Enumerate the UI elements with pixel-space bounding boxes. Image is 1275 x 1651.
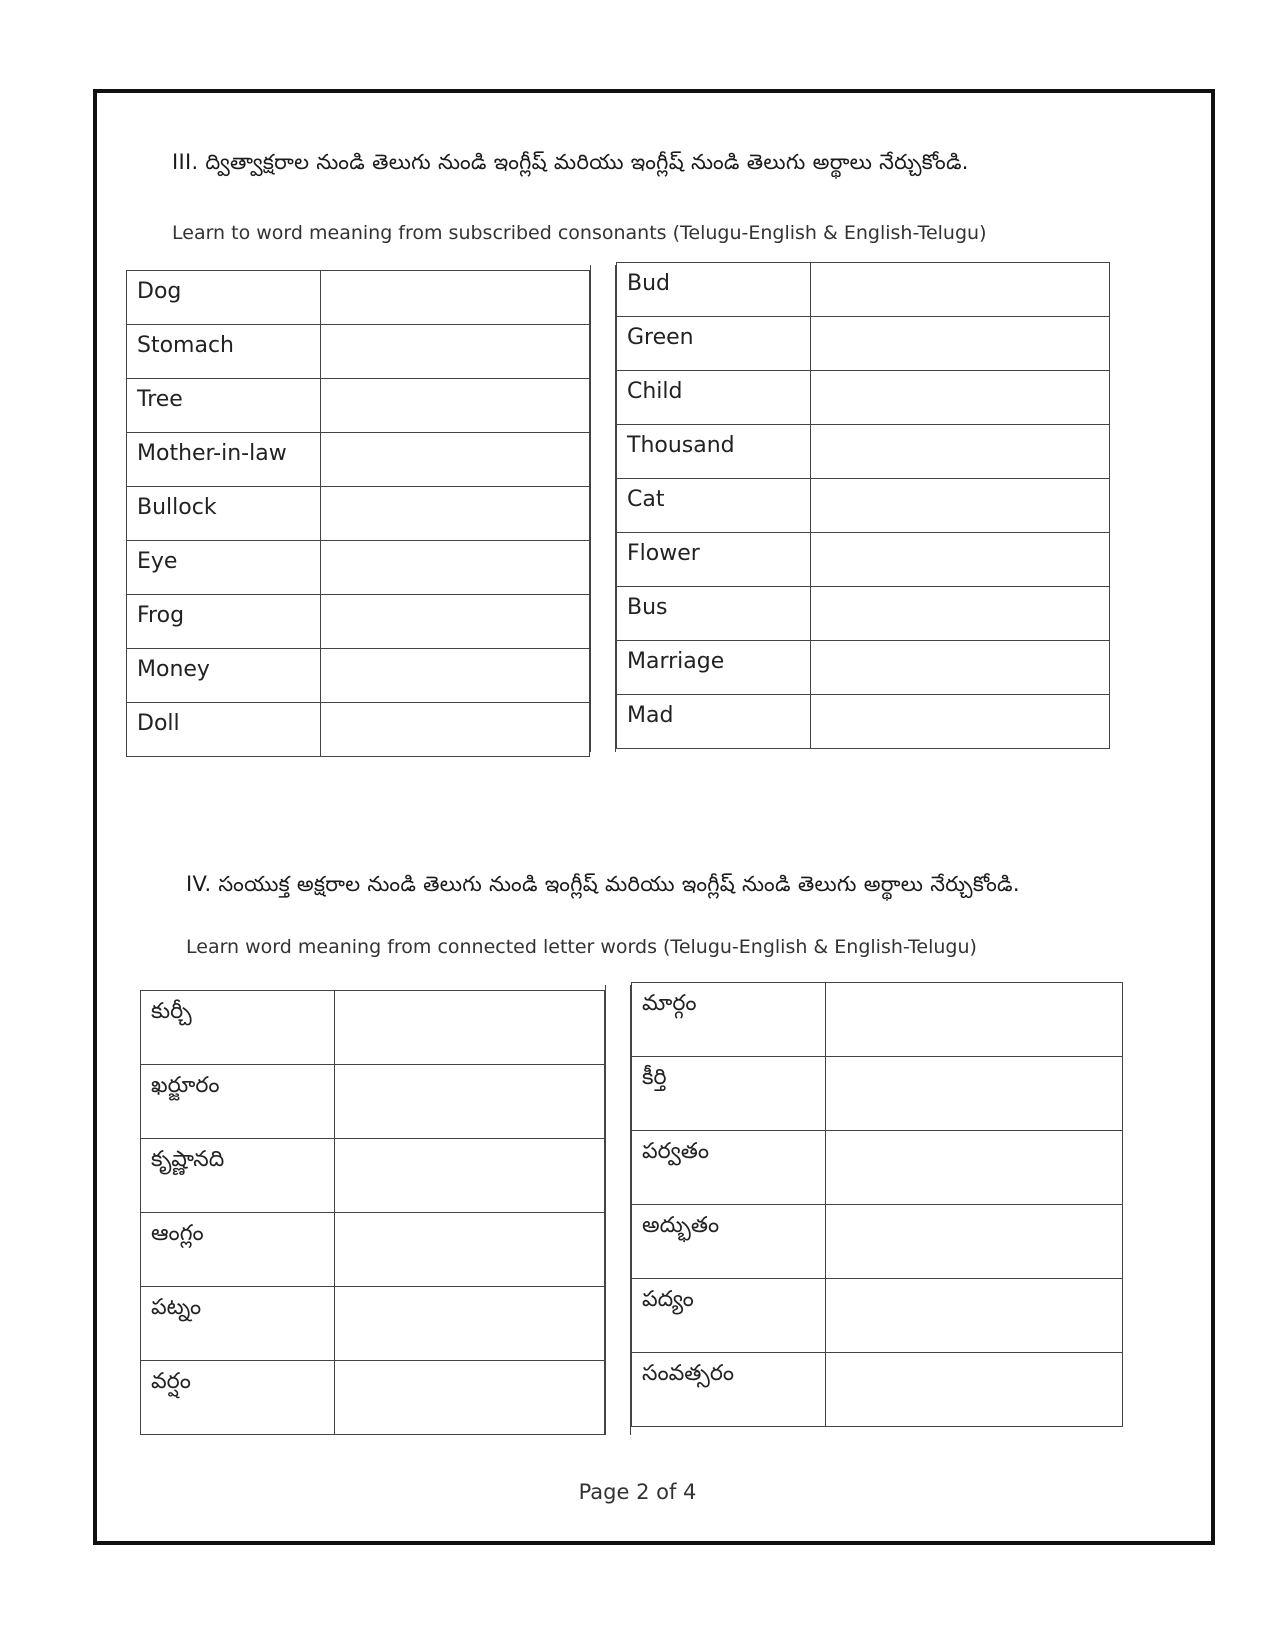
section-4-right-answer-cell[interactable] xyxy=(826,1353,1123,1427)
section-4-left-word: వర్షం xyxy=(141,1361,335,1435)
table-row xyxy=(632,983,1123,1057)
section-3-right-table xyxy=(616,262,1110,749)
section-4-left-answer-cell[interactable] xyxy=(335,1361,605,1435)
table-row xyxy=(141,991,605,1065)
table-row xyxy=(632,1205,1123,1279)
section-3-right-word: Bus xyxy=(617,587,811,641)
table-row xyxy=(127,487,590,541)
section-4-right-answer-cell[interactable] xyxy=(826,1131,1123,1205)
table-row xyxy=(127,541,590,595)
table-row xyxy=(141,1139,605,1213)
table-row xyxy=(632,1279,1123,1353)
section-3-left-word: Bullock xyxy=(127,487,321,541)
table-row xyxy=(617,263,1110,317)
section-3-left-answer-cell[interactable] xyxy=(321,379,590,433)
section-4-right-word: అద్భుతం xyxy=(632,1205,826,1279)
section-4-left-answer-cell[interactable] xyxy=(335,1213,605,1287)
table-row xyxy=(141,1065,605,1139)
section-3-right-answer-cell[interactable] xyxy=(811,425,1110,479)
section-4-left-answer-cell[interactable] xyxy=(335,1139,605,1213)
table-row xyxy=(141,1361,605,1435)
table-row xyxy=(127,271,590,325)
section-4-left-answer-cell[interactable] xyxy=(335,1065,605,1139)
section-3-right-answer-cell[interactable] xyxy=(811,587,1110,641)
table-row xyxy=(617,587,1110,641)
table-row xyxy=(617,425,1110,479)
section-4-right-table xyxy=(631,982,1123,1427)
section-4-right-word: మార్గం xyxy=(632,983,826,1057)
table-row xyxy=(127,325,590,379)
table-row xyxy=(617,695,1110,749)
section-3-left-answer-cell[interactable] xyxy=(321,271,590,325)
section-3-left-answer-cell[interactable] xyxy=(321,649,590,703)
section-3-left-answer-cell[interactable] xyxy=(321,433,590,487)
section-3-left-word: Eye xyxy=(127,541,321,595)
section-3-left-word: Tree xyxy=(127,379,321,433)
section-3-left-word: Money xyxy=(127,649,321,703)
table-row xyxy=(127,595,590,649)
section-3-right-word: Marriage xyxy=(617,641,811,695)
page-number: Page 2 of 4 xyxy=(578,1480,697,1504)
section-3-left-word: Dog xyxy=(127,271,321,325)
section-3-right-answer-cell[interactable] xyxy=(811,263,1110,317)
table-row xyxy=(127,649,590,703)
section-3-right-word: Green xyxy=(617,317,811,371)
section-3-left-answer-cell[interactable] xyxy=(321,595,590,649)
section-4-right-answer-cell[interactable] xyxy=(826,1057,1123,1131)
section-4-right-word: కీర్తి xyxy=(632,1057,826,1131)
section-3-right-word: Bud xyxy=(617,263,811,317)
section-3-left-answer-cell[interactable] xyxy=(321,325,590,379)
section-3-right-answer-cell[interactable] xyxy=(811,371,1110,425)
section-4-left-table xyxy=(140,990,605,1435)
section-4-left-word: కుర్చీ xyxy=(141,991,335,1065)
section-4-left-word: ఖర్జూరం xyxy=(141,1065,335,1139)
section-3-heading: III. ద్విత్వాక్షరాల నుండి తెలుగు నుండి ఇంగ్లీష్ మరియు ఇంగ్లీష్ నుండి తెలుగు అర్థాలు నేర్చుకోండి. xyxy=(172,150,969,174)
section-3-left-word: Mother-in-law xyxy=(127,433,321,487)
section-3-left-word: Frog xyxy=(127,595,321,649)
section-3-right-answer-cell[interactable] xyxy=(811,641,1110,695)
section-4-left-word: పట్నం xyxy=(141,1287,335,1361)
table-divider xyxy=(590,265,616,752)
table-row xyxy=(632,1057,1123,1131)
section-3-left-table xyxy=(126,270,590,757)
table-row xyxy=(617,533,1110,587)
section-4-heading: IV. సంయుక్త అక్షరాల నుండి తెలుగు నుండి ఇంగ్లీష్ మరియు ఇంగ్లీష్ నుండి తెలుగు అర్థాలు నేర్చుకోండి. xyxy=(186,872,1020,896)
section-4-right-answer-cell[interactable] xyxy=(826,1279,1123,1353)
table-row xyxy=(127,703,590,757)
section-4-right-word: పద్యం xyxy=(632,1279,826,1353)
table-row xyxy=(617,317,1110,371)
table-row xyxy=(141,1287,605,1361)
section-4-right-answer-cell[interactable] xyxy=(826,1205,1123,1279)
section-3-left-word: Doll xyxy=(127,703,321,757)
section-3-right-word: Cat xyxy=(617,479,811,533)
table-row xyxy=(617,479,1110,533)
section-3-right-word: Child xyxy=(617,371,811,425)
section-4-right-word: పర్వతం xyxy=(632,1131,826,1205)
table-row xyxy=(632,1131,1123,1205)
section-3-right-answer-cell[interactable] xyxy=(811,479,1110,533)
section-3-left-word: Stomach xyxy=(127,325,321,379)
section-3-right-word: Thousand xyxy=(617,425,811,479)
section-4-right-answer-cell[interactable] xyxy=(826,983,1123,1057)
section-4-left-word: ఆంగ్లం xyxy=(141,1213,335,1287)
section-4-left-word: కృష్ణానది xyxy=(141,1139,335,1213)
table-row xyxy=(617,641,1110,695)
section-3-right-answer-cell[interactable] xyxy=(811,317,1110,371)
table-row xyxy=(632,1353,1123,1427)
table-row xyxy=(127,379,590,433)
table-divider xyxy=(605,985,631,1435)
section-4-subheading: Learn word meaning from connected letter words (Telugu-English & English-Telugu) xyxy=(186,936,977,958)
section-4-right-word: సంవత్సరం xyxy=(632,1353,826,1427)
section-3-subheading: Learn to word meaning from subscribed consonants (Telugu-English & English-Telugu) xyxy=(172,222,987,244)
section-3-left-answer-cell[interactable] xyxy=(321,703,590,757)
section-3-left-answer-cell[interactable] xyxy=(321,541,590,595)
section-3-right-word: Flower xyxy=(617,533,811,587)
section-4-left-answer-cell[interactable] xyxy=(335,991,605,1065)
table-row xyxy=(617,371,1110,425)
section-3-right-answer-cell[interactable] xyxy=(811,533,1110,587)
section-3-right-word: Mad xyxy=(617,695,811,749)
section-3-right-answer-cell[interactable] xyxy=(811,695,1110,749)
section-4-left-answer-cell[interactable] xyxy=(335,1287,605,1361)
table-row xyxy=(141,1213,605,1287)
section-3-left-answer-cell[interactable] xyxy=(321,487,590,541)
table-row xyxy=(127,433,590,487)
